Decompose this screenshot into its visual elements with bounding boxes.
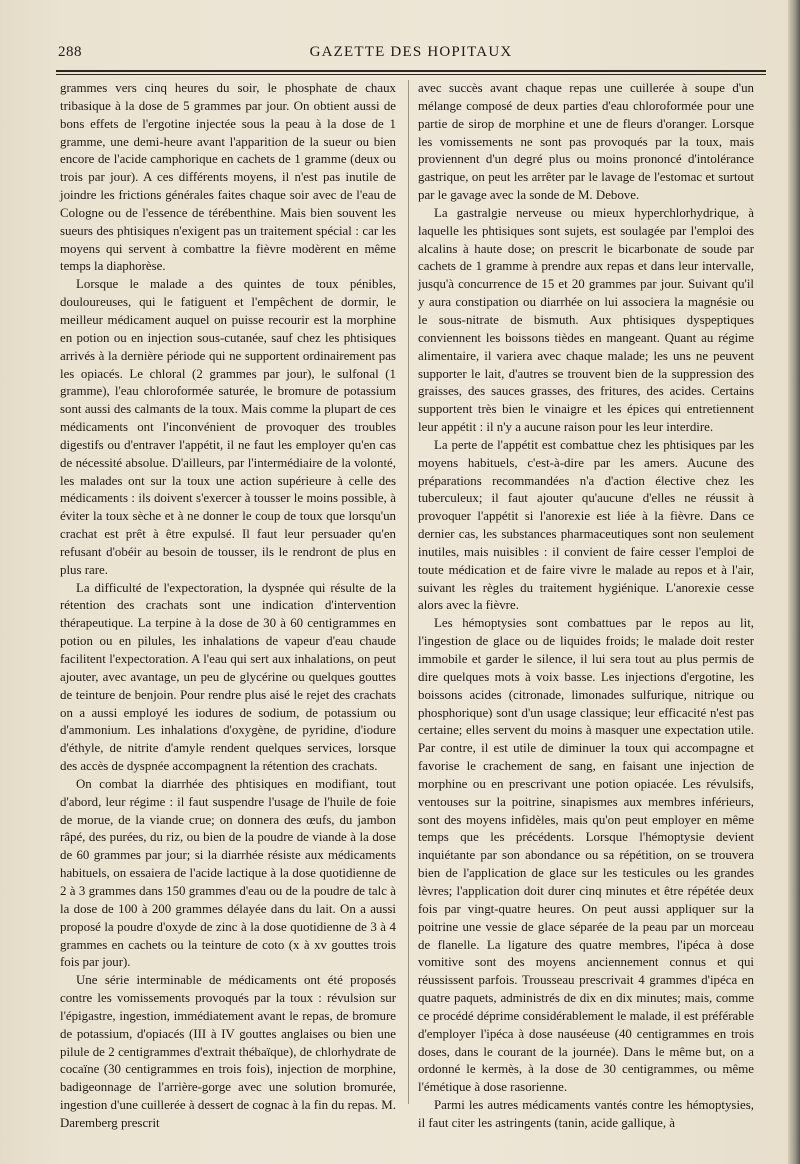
- paragraph: Parmi les autres médicaments vantés contre les hémoptysies, il faut citer les astringents (tanin, acide gallique, à: [418, 1098, 754, 1130]
- page-number: 288: [58, 44, 82, 60]
- paragraph: Les hémoptysies sont combattues par le repos au lit, l'ingestion de glace ou de liquides froids; le malade doit rester immobile et garder le silence, il lui sera tout au plus permis de dire quelques mots à voix basse. Les injections d'ergotine, les boissons acides (citronade, limonades sulfurique, nitrique ou phosphorique) sont d'un usage classique; leur efficacité n'est pas certaine; elles servent du moins à masquer une expectation utile. Par contre, il est utile de diminuer la toux qui accompagne et favorise le crachement de sang, en faisant une injection de morphine ou en prescrivant une potion opiacée. Les révulsifs, ventouses sur la poitrine, sinapismes aux membres inférieurs, sont des moyens infidèles, mais qu'on peut employer en même temps que les précédents. Lorsque l'hémoptysie devient inquiétante par son abondance ou sa répétition, on se trouvera bien de l'application de glace sur les testicules ou les grandes lèvres; l'application doit durer cinq minutes et être répétée deux fois par vingt-quatre heures. On peut aussi appliquer sur la poitrine une vessie de glace séparée de la peau par un morceau de flanelle. La ligature des quatre membres, l'ipéca à dose vomitive sont des moyens anciennement connus et qui réussissent parfois. Trousseau prescrivait 4 grammes d'ipéca en quatre paquets, administrés de dix en dix minutes; mais, comme ce procédé déprime considérablement le malade, il est préférable d'employer l'ipéca à dose nauséeuse (40 centigrammes en trois doses, dans le courant de la journée). Dans le même but, on a ordonné le kermès, à la dose de 30 centigrammes, ou même l'émétique à dose rasorienne.: [418, 616, 754, 1095]
- paragraph: La difficulté de l'expectoration, la dyspnée qui résulte de la rétention des crachats sont une indication d'intervention thérapeutique. La terpine à la dose de 30 à 60 centigrammes en potion ou en pilules, les inhalations de vapeur d'eau chaude facilitent l'expectoration. A l'eau qui sert aux inhalations, on peut ajouter, avec avantage, un peu de glycérine ou quelques gouttes de teinture de benjoin. Pour rendre plus aisé le rejet des crachats on a aussi employé les iodures de sodium, de potassium ou d'ammonium. Les inhalations d'oxygène, de pyridine, d'iodure d'éthyle, de nitrite d'amyle rendent quelques services, lorsque des accès de dyspnée accompagnent la rétention des crachats.: [60, 580, 396, 774]
- page-header: [58, 44, 764, 66]
- paragraph: grammes vers cinq heures du soir, le phosphate de chaux tribasique à la dose de 5 grammes par jour. On obtient aussi de bons effets de l'ergotine injectée sous la peau à la dose de 1 gramme, une demi-heure avant l'apparition de la sueur ou bien encore de l'acide camphorique en cachets de 1 gramme (deux ou trois par jour). A ces différents moyens, il n'est pas inutile de joindre les frictions générales faites chaque soir avec de l'eau de Cologne ou de l'essence de térébenthine. Mais bien souvent les sueurs des phtisiques n'exigent pas un traitement spécial : car les moyens qui servent à combattre la fièvre modèrent en même temps la diaphorèse.: [60, 81, 396, 274]
- paragraph: Lorsque le malade a des quintes de toux pénibles, douloureuses, qui le fatiguent et l'empêchent de dormir, le meilleur médicament auquel on puisse recourir est la morphine en potion ou en injection sous-cutanée, sauf chez les phtisiques arrivés à la dernière période qui ne supportent ordinairement pas les opiacés. Le chloral (2 grammes par jour), le sulfonal (1 gramme), l'eau chloroformée saturée, le bromure de potassium sont aussi des calmants de la toux. Mais comme la plupart de ces médicaments ont l'inconvénient de provoquer des troubles digestifs ou d'entraver l'appétit, il ne faut les employer qu'en cas de nécessité absolue. D'ailleurs, par l'intermédiaire de la volonté, les malades ont sur la toux une action supérieure à celle des médicaments : ils doivent s'exercer à tousser le moins possible, à éviter la toux sèche et à ne donner le coup de toux que lorsqu'un crachat est prêt à être expulsé. Il faut leur persuader qu'en refusant d'obéir au besoin de tousser, ils le rendront de plus en plus rare.: [60, 277, 396, 577]
- column-divider: [408, 80, 409, 1104]
- left-column: [60, 80, 396, 1133]
- paragraph: Une série interminable de médicaments ont été proposés contre les vomissements provoqués par la toux : révulsion sur l'épigastre, ingestion, immédiatement avant le repas, de bromure de potassium, d'opiacés (III à IV gouttes anglaises ou bien une pilule de 2 centigrammes d'extrait thébaïque), de chlorhydrate de cocaïne (30 centigrammes en trois fois), injection de morphine, badigeonnage de l'arrière-gorge avec une solution bromurée, ingestion d'une cuillerée à dessert de cognac à la fin du repas. M. Daremberg prescrit: [60, 973, 396, 1130]
- page-edge-shadow: [788, 0, 800, 1164]
- header-rule-thin: [56, 74, 766, 75]
- running-title: GAZETTE DES HOPITAUX: [309, 44, 513, 60]
- paragraph: La perte de l'appétit est combattue chez les phtisiques par les moyens habituels, c'est-à-dire par les amers. Aucune des préparations recommandées n'a d'action élective chez les tuberculeux; il faut ajouter qu'aucune d'elles ne réussit à provoquer l'appétit si l'anorexie est liée à la fièvre. Dans ce dernier cas, les substances pharmaceutiques sont non seulement inutiles, mais nuisibles : il convient de faire cesser l'emploi de toute médication et de faire vivre le malade au repos et à l'air, suivant les règles du traitement hygiénique. L'anorexie cesse alors avec la fièvre.: [418, 437, 754, 613]
- paragraph: La gastralgie nerveuse ou mieux hyperchlorhydrique, à laquelle les phtisiques sont sujets, est soulagée par l'emploi des alcalins à haute dose; on prescrit le bicarbonate de soude par cachets de 1 gramme à prendre aux repas et dans leur intervalle, jusqu'à concurrence de 15 et 20 grammes par jour. Suivant qu'il y aura constipation ou diarrhée on lui associera la magnésie ou le sous-nitrate de bismuth. Aux phtisiques dyspeptiques conviennent les boissons tièdes en mangeant. Quant au régime alimentaire, il variera avec chaque malade; les uns ne peuvent supporter le lait, d'autres se trouvent bien de la suppression des graisses, des sauces grasses, des fritures, des acides. Certains supportent très bien le vinaigre et les épices qui entretiennent leur appétit : il n'y a aucune raison pour les leur interdire.: [418, 205, 754, 435]
- header-rule-thick: [56, 70, 766, 72]
- right-column: [418, 80, 754, 1133]
- paragraph: On combat la diarrhée des phtisiques en modifiant, tout d'abord, leur régime : il faut suspendre l'usage de l'huile de foie de morue, de la viande crue; on donnera des œufs, du jambon râpé, des purées, du riz, ou bien de la poudre de viande à la dose de 60 grammes par jour; si la diarrhée résiste aux médicaments habituels, on essaiera de l'acide lactique à la dose quotidienne de 2 à 3 grammes dans 150 grammes d'eau ou de la poudre de talc à la dose de 100 à 200 grammes délayée dans du lait. On a aussi proposé la poudre d'oxyde de zinc à la dose quotidienne de 3 à 4 grammes en cachets ou la teinture de coto (x à xv gouttes trois fois par jour).: [60, 776, 396, 970]
- paragraph: avec succès avant chaque repas une cuillerée à soupe d'un mélange composé de deux parties d'eau chloroformée pour une partie de sirop de morphine et une de fleurs d'oranger. Lorsque les vomissements ne sont pas provoqués par la toux, mais proviennent d'un degré plus ou moins prononcé d'intolérance gastrique, on peut les arrêter par le lavage de l'estomac et surtout par le gavage avec la sonde de M. Debove.: [418, 81, 754, 203]
